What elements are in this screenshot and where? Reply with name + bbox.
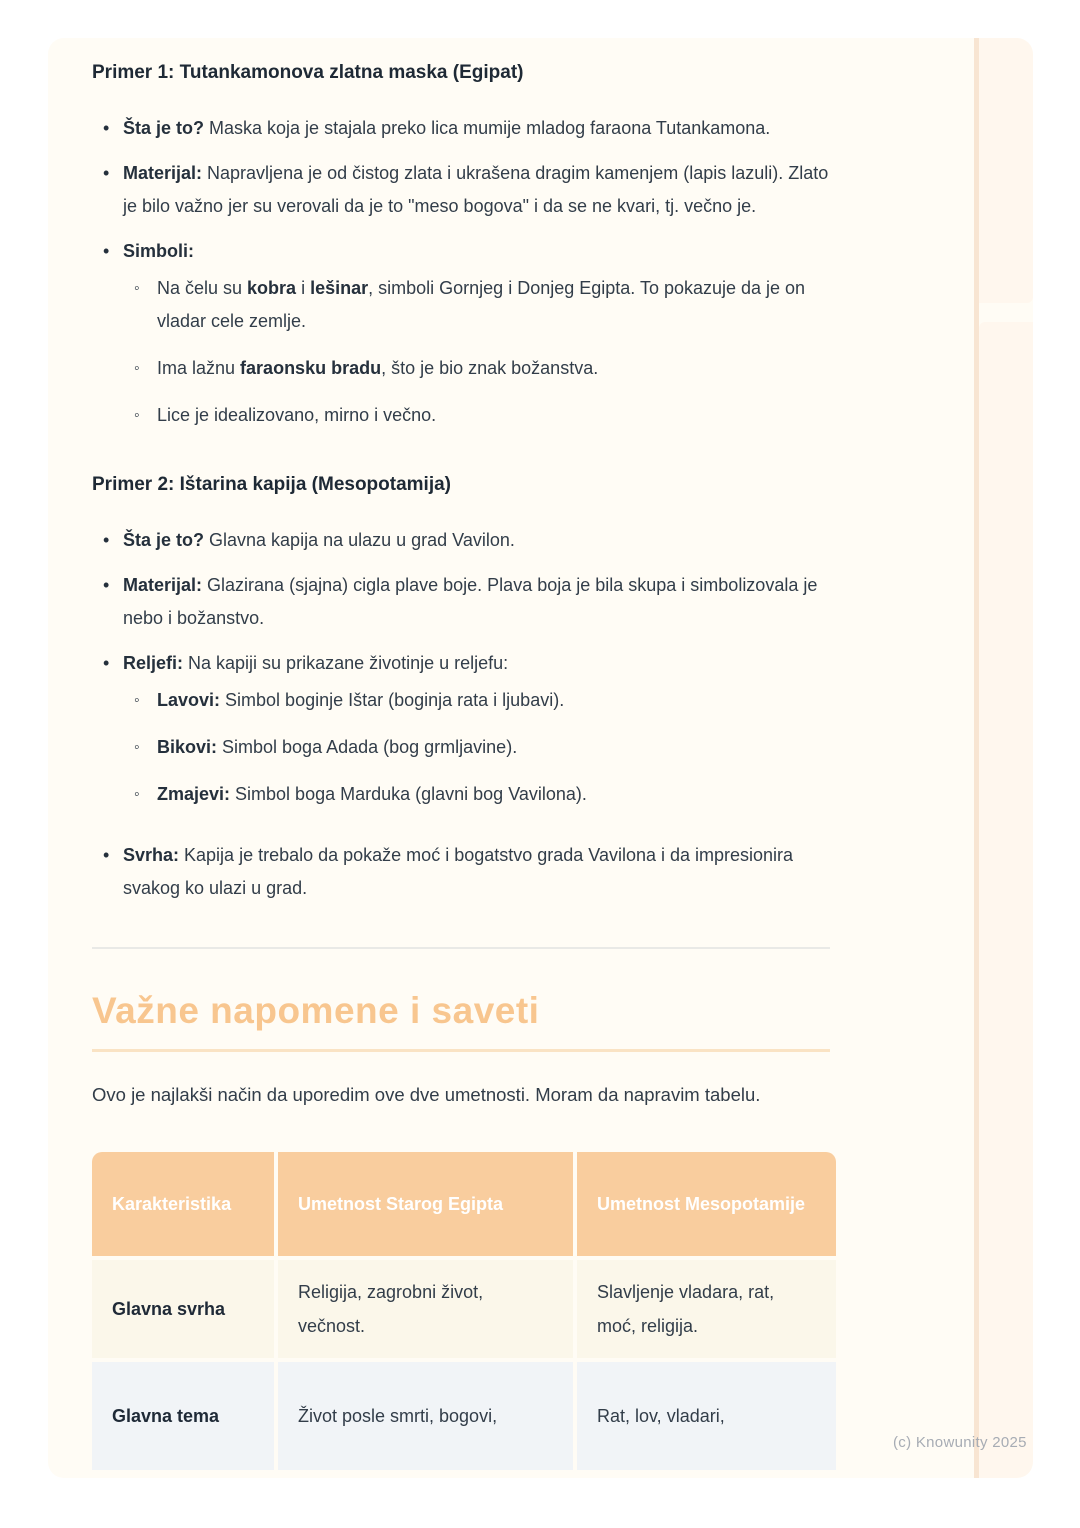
table-header-cell: Karakteristika — [92, 1152, 274, 1256]
table-cell: Slavljenje vladara, rat, moć, religija. — [577, 1260, 836, 1358]
table-cell: Život posle smrti, bogovi, — [278, 1362, 573, 1470]
page-edge-stripe-bottom — [979, 322, 1033, 1478]
list-item-text: Svrha: Kapija je trebalo da pokaže moć i bogatstvo grada Vavilona i da impresionira svakog ko ulazi u grad. — [123, 845, 794, 898]
list-item — [92, 157, 830, 223]
sub-bullet-icon: ◦ — [134, 280, 140, 297]
copyright-note: (c) Knowunity 2025 — [893, 1434, 1027, 1451]
section-divider — [92, 947, 830, 949]
sub-bullet-icon: ◦ — [134, 786, 140, 803]
bullet-icon: • — [103, 163, 110, 183]
list-item — [92, 235, 830, 446]
sub-bullet-icon: ◦ — [134, 360, 140, 377]
list-item — [92, 839, 830, 905]
sublist-wrap — [123, 684, 830, 811]
page-edge-stripe-top — [979, 38, 1033, 303]
notes-title-underline — [92, 1049, 830, 1052]
list-item-lead: Simboli: — [123, 241, 194, 261]
sub-list-item-text: Zmajevi: Simbol boga Marduka (glavni bog Vavilona). — [157, 784, 587, 804]
primer2-sublist — [132, 684, 830, 811]
content-area — [92, 60, 830, 1470]
list-item-text — [123, 647, 830, 825]
table-cell: Rat, lov, vladari, — [577, 1362, 836, 1470]
sub-list-item — [132, 778, 830, 811]
bullet-icon: • — [103, 530, 110, 550]
sub-bullet-icon: ◦ — [134, 407, 140, 424]
sub-list-item — [132, 731, 830, 764]
sub-list-item — [132, 399, 830, 432]
bullet-icon: • — [103, 653, 110, 673]
list-item-text: Materijal: Napravljena je od čistog zlata i ukrašena dragim kamenjem (lapis lazuli). Zlato je bilo važno jer su verovali da je to "meso bogova" i da se ne kvari, tj. večno je. — [123, 163, 829, 216]
notes-section-title: Važne napomene i saveti — [92, 990, 540, 1031]
sub-list-item — [132, 352, 830, 385]
sublist-wrap — [123, 272, 830, 432]
list-item-text: Šta je to? Glavna kapija na ulazu u grad Vavilon. — [123, 530, 515, 550]
sub-list-item-text: Na čelu su kobra i lešinar, simboli Gornjeg i Donjeg Egipta. To pokazuje da je on vladar cele zemlje. — [157, 278, 806, 331]
list-item-lead: Reljefi: Na kapiji su prikazane životinje u reljefu: — [123, 653, 509, 673]
primer1-list — [92, 112, 830, 446]
primer1-heading: Primer 1: Tutankamonova zlatna maska (Egipat) — [92, 62, 524, 83]
table-cell: Glavna svrha — [92, 1260, 274, 1358]
sub-list-item-text: Lice je idealizovano, mirno i večno. — [157, 405, 437, 425]
bullet-icon: • — [103, 845, 110, 865]
list-item-text: Materijal: Glazirana (sjajna) cigla plave boje. Plava boja je bila skupa i simbolizovala je nebo i božanstvo. — [123, 575, 818, 628]
sub-bullet-icon: ◦ — [134, 692, 140, 709]
primer1-sublist — [132, 272, 830, 432]
list-item-text: Šta je to? Maska koja je stajala preko lica mumije mladog faraona Tutankamona. — [123, 118, 771, 138]
sub-bullet-icon: ◦ — [134, 739, 140, 756]
list-item — [92, 524, 830, 557]
primer2-list — [92, 524, 830, 905]
list-item — [92, 647, 830, 825]
note-page — [48, 38, 1033, 1478]
notes-intro-paragraph: Ovo je najlakši način da uporedim ove dve umetnosti. Moram da napravim tabelu. — [92, 1084, 761, 1105]
sub-list-item-text: Bikovi: Simbol boga Adada (bog grmljavine). — [157, 737, 518, 757]
sub-list-item-text: Lavovi: Simbol boginje Ištar (boginja rata i ljubavi). — [157, 690, 565, 710]
bullet-icon: • — [103, 575, 110, 595]
table-header-cell: Umetnost Starog Egipta — [278, 1152, 573, 1256]
primer2-heading: Primer 2: Ištarina kapija (Mesopotamija) — [92, 474, 452, 495]
list-item — [92, 569, 830, 635]
list-item-text — [123, 235, 830, 446]
sub-list-item-text: Ima lažnu faraonsku bradu, što je bio znak božanstva. — [157, 358, 599, 378]
bullet-icon: • — [103, 241, 110, 261]
sub-list-item — [132, 684, 830, 717]
table-header-cell: Umetnost Mesopotamije — [577, 1152, 836, 1256]
list-item — [92, 112, 830, 145]
comparison-table — [92, 1152, 832, 1470]
table-cell: Glavna tema — [92, 1362, 274, 1470]
table-cell: Religija, zagrobni život, večnost. — [278, 1260, 573, 1358]
bullet-icon: • — [103, 118, 110, 138]
sub-list-item — [132, 272, 830, 338]
